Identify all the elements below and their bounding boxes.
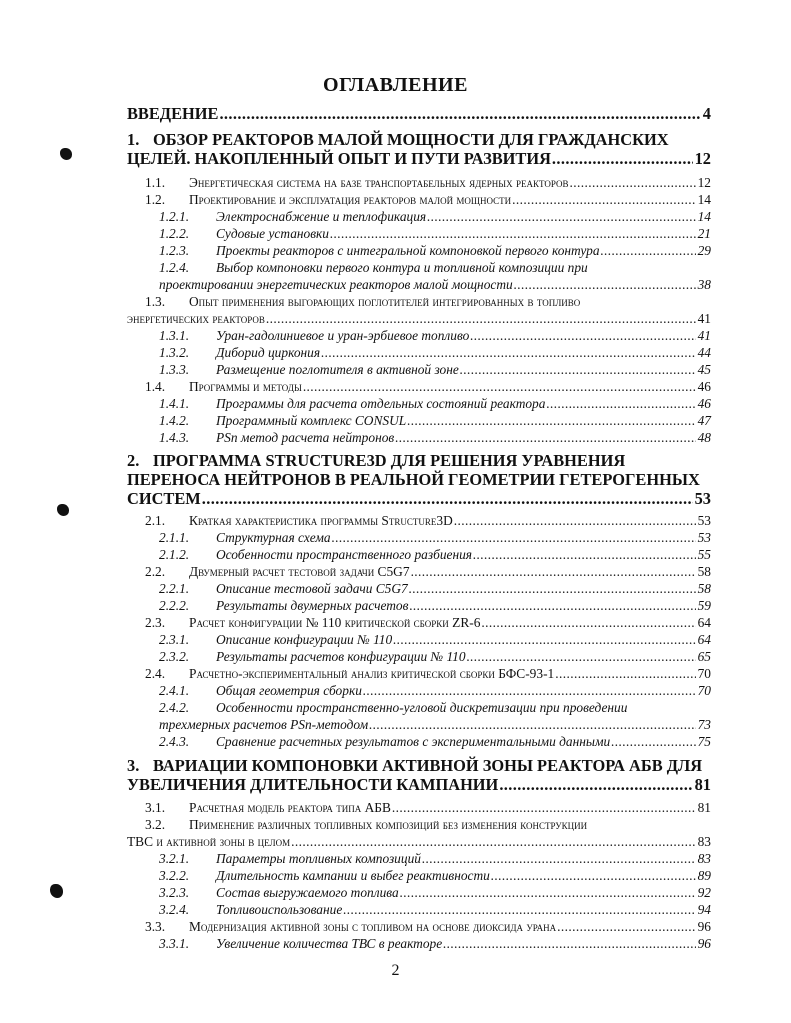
toc-page-number: 46 [697, 379, 711, 394]
section-title: Результаты двумерных расчетов [216, 598, 409, 613]
toc-page-number: 4 [702, 104, 711, 123]
section-title: Программы и методы [189, 379, 302, 394]
toc-page-number: 96 [697, 936, 711, 951]
section-title: Двумерный расчет тестовой задачи C5G7 [189, 564, 410, 579]
toc-page-number: 96 [697, 919, 711, 934]
chapter-title: ЦЕЛЕЙ. НАКОПЛЕННЫЙ ОПЫТ И ПУТИ РАЗВИТИЯ [127, 149, 551, 168]
toc-page-number: 41 [697, 311, 711, 326]
dot-leader [443, 936, 695, 952]
dot-leader [611, 734, 695, 750]
toc-chapter-1-line2[interactable] [127, 146, 711, 168]
section-number: 3.3.1. [159, 936, 190, 951]
section-title: Сравнение расчетных результатов с экспериментальными данными [216, 734, 611, 749]
toc-page-number: 55 [697, 547, 711, 562]
section-number: 3.2. [145, 817, 166, 832]
section-number: 2.4.3. [159, 734, 190, 749]
chapter-title: ОБЗОР РЕАКТОРОВ МАЛОЙ МОЩНОСТИ ДЛЯ ГРАЖДАНСКИХ [153, 130, 669, 149]
toc-page-number: 89 [697, 868, 711, 883]
toc-page-number: 58 [697, 564, 711, 579]
section-title: Энергетическая система на базе транспортабельных ядерных реакторов [189, 175, 569, 190]
chapter-title: ПРОГРАММА STRUCTURE3D ДЛЯ РЕШЕНИЯ УРАВНЕНИЯ [153, 451, 626, 470]
toc-page-number: 59 [697, 598, 711, 613]
section-title: Проектирование и эксплуатация реакторов малой мощности [189, 192, 512, 207]
section-title: Опыт применения выгорающих поглотителей интегрированных в топливо [189, 294, 581, 309]
toc-page-number: 12 [694, 149, 711, 168]
section-title: Топливоиспользование [216, 902, 343, 917]
chapter-number: 3. [127, 756, 140, 775]
section-number: 1.1. [145, 175, 166, 190]
dot-leader [219, 104, 700, 123]
section-number: 1.4.2. [159, 413, 190, 428]
section-number: 1.3. [145, 294, 166, 309]
chapter-number: 2. [127, 451, 140, 470]
toc-entry-2-4-3[interactable] [159, 730, 711, 750]
toc-page-number: 47 [697, 413, 711, 428]
toc-entry-1-4-3[interactable] [159, 426, 711, 446]
section-title: Выбор компоновки первого контура и топливной композиции при [216, 260, 588, 275]
toc-page-number: 75 [697, 734, 711, 749]
section-number: 2.2. [145, 564, 166, 579]
section-number: 1.2.3. [159, 243, 190, 258]
section-title: энергетических реакторов [127, 311, 265, 326]
section-title: Расчет конфигурации № 110 критической сборки ZR-6 [189, 615, 481, 630]
section-title: Описание конфигурации № 110 [216, 632, 393, 647]
punch-hole-mark [60, 148, 72, 160]
toc-page-number: 81 [694, 775, 711, 794]
chapter-number: 1. [127, 130, 140, 149]
section-title: Длительность кампании и выбег реактивности [216, 868, 490, 883]
section-title: Общая геометрия сборки [216, 683, 362, 698]
section-title: Судовые установки [216, 226, 330, 241]
section-number: 3.2.4. [159, 902, 190, 917]
section-number: 2.4.1. [159, 683, 190, 698]
punch-hole-mark [50, 884, 63, 898]
section-number: 1.2.1. [159, 209, 190, 224]
toc-page-number: 70 [697, 666, 711, 681]
section-number: 3.2.2. [159, 868, 190, 883]
section-number: 1.4.1. [159, 396, 190, 411]
section-title: Краткая характеристика программы Structure3D [189, 513, 453, 528]
section-number: 2.3. [145, 615, 166, 630]
toc-entry-text: ВВЕДЕНИЕ [127, 104, 219, 123]
section-title: Программный комплекс CONSUL [216, 413, 407, 428]
section-number: 1.4.3. [159, 430, 190, 445]
section-title: Особенности пространственного разбиения [216, 547, 473, 562]
toc-page-number: 45 [697, 362, 711, 377]
section-title: Структурная схема [216, 530, 331, 545]
section-title: проектировании энергетических реакторов малой мощности [159, 277, 513, 292]
chapter-title: ВАРИАЦИИ КОМПОНОВКИ АКТИВНОЙ ЗОНЫ РЕАКТОРА АБВ ДЛЯ [153, 756, 703, 775]
section-number: 2.3.1. [159, 632, 190, 647]
section-title: Модернизация активной зоны с топливом на основе диоксида урана [189, 919, 557, 934]
section-title: Расчетно-экспериментальный анализ критической сборки БФС-93-1 [189, 666, 555, 681]
section-number: 3.3. [145, 919, 166, 934]
punch-hole-mark [57, 504, 69, 516]
section-title: PSn метод расчета нейтронов [216, 430, 395, 445]
toc-page-number: 83 [697, 851, 711, 866]
dot-leader [552, 149, 693, 168]
toc-entry-3-3-1[interactable] [159, 932, 711, 952]
toc-page-number: 44 [697, 345, 711, 360]
toc-page-number: 14 [697, 209, 711, 224]
section-title: Результаты расчетов конфигурации № 110 [216, 649, 466, 664]
toc-page-number: 58 [697, 581, 711, 596]
toc-page-number: 73 [697, 717, 711, 732]
dot-leader [499, 775, 692, 794]
section-number: 1.3.3. [159, 362, 190, 377]
section-number: 1.2. [145, 192, 166, 207]
section-title: Параметры топливных композиций [216, 851, 421, 866]
section-title: Программы для расчета отдельных состояний реактора [216, 396, 546, 411]
toc-chapter-3-line2[interactable] [127, 772, 711, 794]
section-number: 2.2.2. [159, 598, 190, 613]
toc-page-number: 53 [697, 513, 711, 528]
toc-entry-intro[interactable] [127, 101, 711, 123]
chapter-title: ПЕРЕНОСА НЕЙТРОНОВ В РЕАЛЬНОЙ ГЕОМЕТРИИ ГЕТЕРОГЕННЫХ [127, 470, 700, 489]
chapter-title: УВЕЛИЧЕНИЯ ДЛИТЕЛЬНОСТИ КАМПАНИИ [127, 775, 499, 794]
section-title: Размещение поглотителя в активной зоне [216, 362, 459, 377]
section-number: 1.4. [145, 379, 166, 394]
toc-page-number: 12 [697, 175, 711, 190]
toc-page-number: 70 [697, 683, 711, 698]
toc-page-number: 48 [697, 430, 711, 445]
section-title: Увеличение количества ТВС в реакторе [216, 936, 443, 951]
section-number: 2.4. [145, 666, 166, 681]
section-title: Применение различных топливных композиций без изменения конструкции [189, 817, 588, 832]
section-title: Уран-гадолиниевое и уран-эрбиевое топливо [216, 328, 470, 343]
section-title: Состав выгружаемого топлива [216, 885, 399, 900]
page-number: 2 [391, 962, 400, 979]
section-number: 2.1.1. [159, 530, 190, 545]
section-title: Расчетная модель реактора типа АБВ [189, 800, 391, 815]
section-number: 2.4.2. [159, 700, 190, 715]
page-title: ОГЛАВЛЕНИЕ [323, 74, 468, 96]
section-title: Проекты реакторов с интегральной компоновкой первого контура [216, 243, 600, 258]
toc-page-number: 41 [697, 328, 711, 343]
toc-page-number: 81 [697, 800, 711, 815]
section-number: 2.1. [145, 513, 166, 528]
dot-leader [395, 430, 695, 446]
toc-page-number: 83 [697, 834, 711, 849]
toc-page-number: 94 [697, 902, 711, 917]
section-number: 3.2.1. [159, 851, 190, 866]
toc-chapter-2-line3[interactable] [127, 486, 711, 508]
section-number: 2.3.2. [159, 649, 190, 664]
section-number: 2.2.1. [159, 581, 190, 596]
section-number: 1.2.4. [159, 260, 190, 275]
toc-page-number: 92 [697, 885, 711, 900]
toc-page-number: 53 [697, 530, 711, 545]
section-title: Диборид циркония [216, 345, 321, 360]
toc-page-number: 21 [697, 226, 711, 241]
chapter-title: СИСТЕМ [127, 489, 201, 508]
section-number: 3.2.3. [159, 885, 190, 900]
section-title: Особенности пространственно-угловой дискретизации при проведении [216, 700, 628, 715]
toc-page-number: 46 [697, 396, 711, 411]
toc-page-number: 64 [697, 615, 711, 630]
section-number: 1.3.2. [159, 345, 190, 360]
toc-page-number: 64 [697, 632, 711, 647]
section-title: трехмерных расчетов PSn-методом [159, 717, 369, 732]
toc-page-number: 14 [697, 192, 711, 207]
section-title: Описание тестовой задачи C5G7 [216, 581, 408, 596]
section-number: 1.2.2. [159, 226, 190, 241]
toc-page-number: 53 [694, 489, 711, 508]
section-number: 1.3.1. [159, 328, 190, 343]
section-number: 2.1.2. [159, 547, 190, 562]
section-title: ТВС и активной зоны в целом [127, 834, 291, 849]
section-number: 3.1. [145, 800, 166, 815]
toc-page-number: 38 [697, 277, 711, 292]
toc-page-number: 65 [697, 649, 711, 664]
toc-page-number: 29 [697, 243, 711, 258]
dot-leader [202, 489, 693, 508]
section-title: Электроснабжение и теплофикация [216, 209, 427, 224]
